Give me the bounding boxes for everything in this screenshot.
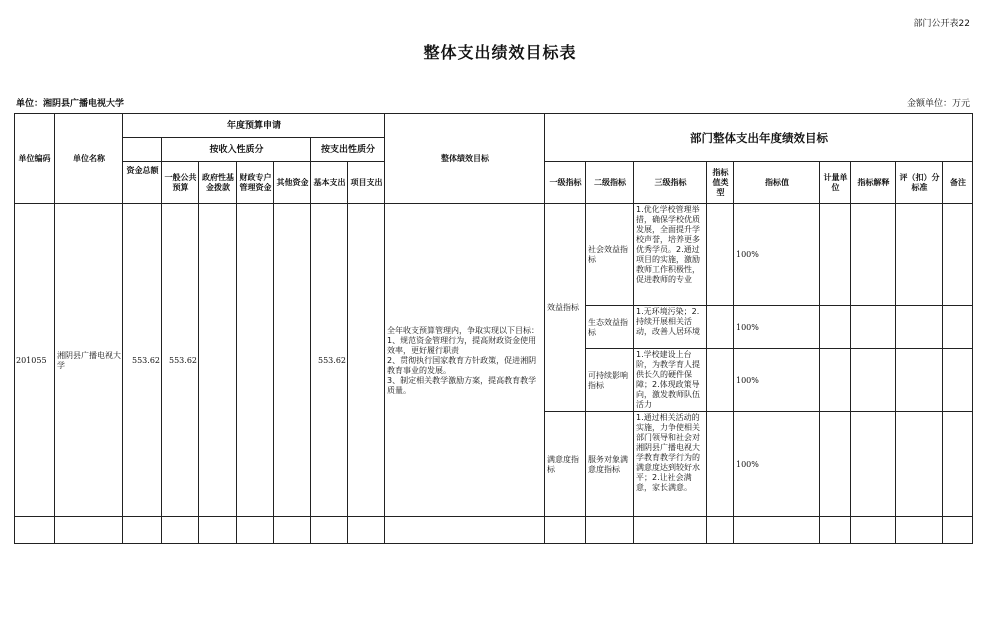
- level2-social: 社会效益指标: [588, 245, 628, 264]
- indicator-value-3: 100%: [736, 375, 759, 385]
- col-unit-code: 单位编码: [18, 153, 51, 163]
- level3-sustainable-desc: 1.学校建设上台阶，为教学育人提供长久的硬件保障；2.体现政策导向，激发教师队伍活力: [636, 350, 700, 409]
- col-other-funds: 其他资金: [276, 178, 309, 187]
- col-dept-goal: 部门整体支出年度绩效目标: [690, 130, 828, 145]
- col-overall-goal: 整体绩效目标: [441, 153, 489, 163]
- col-level3: 三级指标: [654, 178, 687, 187]
- row-unit-name: 湘阴县广播电视大学: [57, 350, 121, 370]
- col-by-expenditure: 按支出性质分: [320, 145, 375, 155]
- level3-service-desc: 1.通过相关活动的实施，力争使相关部门领导和社会对湘阴县广播电视大学教育教学行为的满意度达到较好水平；2.让社会满意，家长满意。: [636, 413, 700, 492]
- level2-ecological: 生态效益指标: [588, 317, 628, 337]
- row-overall-goal: 全年收支预算管理内，争取实现以下目标： 1、规范资金管理行为，提高财政资金使用效率，更好履行职责 2、贯彻执行国家教育方针政策，促进湘阴教育事业的发展。 3、制定相关教学激励方案，提高教育教学质量。: [387, 325, 539, 395]
- row-unit-code: 201055: [16, 355, 47, 365]
- level3-social-desc: 1.优化学校管理举措，确保学校优质发展，全面提升学校声誉，培养更多优秀学员。2.通过项目的实施，激励教师工作积极性，促进教师的专业: [636, 205, 700, 284]
- col-indicator-value: 指标值: [765, 178, 789, 187]
- level1-benefit: 效益指标: [547, 303, 579, 312]
- indicator-value-2: 100%: [736, 322, 759, 332]
- page-title: 整体支出绩效目标表: [423, 43, 577, 62]
- col-total-funds: 资金总额: [126, 166, 159, 175]
- col-unit-name: 单位名称: [73, 153, 105, 163]
- indicator-value-1: 100%: [736, 250, 759, 259]
- col-explanation: 指标解释: [857, 178, 890, 187]
- level3-ecological-desc: 1.无环境污染；2.持续开展相关活动，改善人居环境: [636, 307, 700, 336]
- col-level2: 二级指标: [594, 178, 626, 187]
- col-project-exp: 项目支出: [350, 178, 383, 187]
- performance-table: [14, 113, 973, 544]
- level2-sustainable: 可持续影响指标: [588, 370, 628, 390]
- row-total-funds: 553.62: [132, 355, 160, 365]
- col-gov-fund: 政府性基金拨款: [202, 173, 234, 192]
- row-basic-exp: 553.62: [318, 355, 346, 365]
- col-level1: 一级指标: [549, 178, 582, 187]
- row-general-budget: 553.62: [169, 355, 197, 365]
- col-basic-exp: 基本支出: [313, 178, 346, 187]
- col-special-account: 财政专户管理资金: [239, 173, 272, 192]
- level2-service-object: 服务对象满意度指标: [588, 454, 628, 474]
- col-measure-unit: 计量单位: [823, 173, 848, 192]
- reporting-unit: 单位：湘阴县广播电视大学: [16, 99, 125, 109]
- amount-unit: 金额单位：万元: [906, 99, 970, 109]
- level1-satisfaction: 满意度指标: [547, 454, 579, 474]
- indicator-value-4: 100%: [736, 459, 759, 469]
- col-remarks: 备注: [950, 178, 966, 187]
- col-general-budget: 一般公共预算: [164, 173, 197, 192]
- col-annual-budget: 年度预算申请: [226, 120, 281, 131]
- col-value-type: 指标值类型: [712, 168, 729, 197]
- col-by-income: 按收入性质分: [209, 145, 264, 155]
- col-scoring: 评（扣）分标准: [899, 173, 940, 192]
- document-number: 部门公开表22: [913, 19, 970, 29]
